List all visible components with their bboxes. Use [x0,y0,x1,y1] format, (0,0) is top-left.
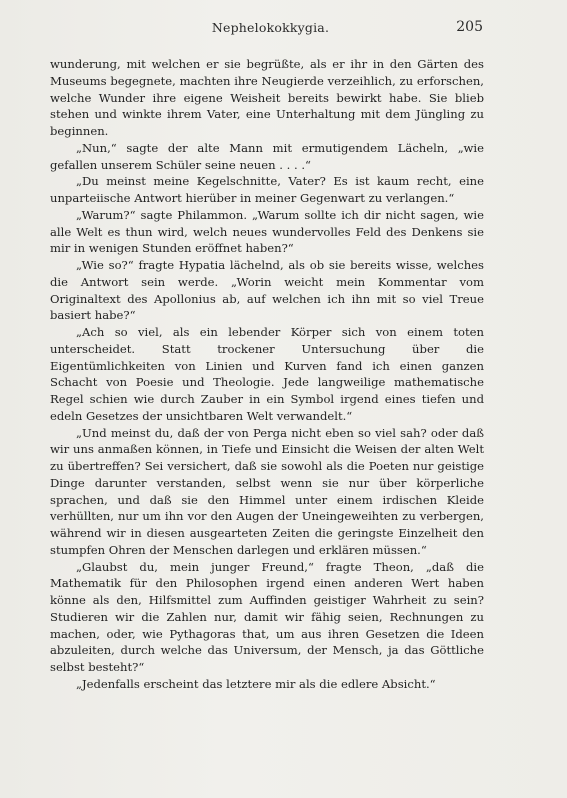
running-title: Nephelokokkygia. [211,20,330,35]
paragraph: „Nun,“ sagte der alte Mann mit ermutigendem Lächeln, „wie gefallen unserem Schüler seine neuen . . . .“ [50,140,484,172]
paragraph: „Warum?“ sagte Philammon. „Warum sollte ich dir nicht sagen, wie alle Welt es thun wird, welch neues wundervolles Feld des Denkens sie mir in wenigen Stunden eröffnet haben?“ [50,207,484,256]
paragraph: wunderung, mit welchen er sie begrüßte, als er ihr in den Gärten des Museums begegnete, machten ihre Neugierde verzeihlich, zu erforschen, welche Wunder ihre eigene Weisheit bereits bewirkt habe. Sie blieb stehen und winkte ihrem Vater, eine Unterhaltung mit dem Jüngling zu beginnen. [50,57,484,138]
paragraph: „Du meinst meine Kegelschnitte, Vater? Es ist kaum recht, eine unparteiische Antwort hierüber in meiner Gegenwart zu verlangen.“ [50,174,484,205]
body-text [50,56,484,693]
page-number: 205 [456,19,483,35]
page-header [58,20,483,38]
paragraph: „Ach so viel, als ein lebender Körper sich von einem toten unterscheidet. Statt trockener Untersuchung über die Eigentümlichkeiten von Linien und Kurven fand ich einen ganzen Schacht von Poesie und Theologie. Jede langweilige mathematische Regel schien wie durch Zauber in ein Symbol irgend eines tiefen und edeln Gesetzes der unsichtbaren Welt verwandelt.“ [50,325,484,423]
paragraph: „Jedenfalls erscheint das letztere mir als die edlere Absicht.“ [76,676,436,691]
paragraph: „Wie so?“ fragte Hypatia lächelnd, als ob sie bereits wisse, welches die Antwort sein werde. „Worin weicht mein Kommentar vom Originaltext des Apollonius ab, auf welchen ich ihn mit so viel Treue basiert habe?“ [50,258,484,323]
paragraph: „Glaubst du, mein junger Freund,“ fragte Theon, „daß die Mathematik für den Philosophen irgend einen anderen Wert haben könne als den, Hilfsmittel zum Auffinden geistiger Wahrheit zu sein? Studieren wir die Zahlen nur, damit wir fähig seien, Rechnungen zu machen, oder, wie Pythagoras that, um aus ihren Gesetzen die Ideen abzuleiten, durch welche das Universum, der Mensch, ja das Göttliche selbst besteht?“ [50,559,484,674]
paragraph: „Und meinst du, daß der von Perga nicht eben so viel sah? oder daß wir uns anmaßen können, in Tiefe und Einsicht die Weisen der alten Welt zu übertreffen? Sei versichert, daß sie sowohl als die Poeten nur geistige Dinge darunter verstanden, selbst wenn sie nur über körperliche sprachen, und daß sie den Himmel unter einem irdischen Kleide verhüllten, nur um ihn vor den Augen der Uneingeweihten zu verbergen, während wir in diesen ausgearteten Zeiten die geringste Einzelheit den stumpfen Ohren der Menschen darlegen und erklären müssen.“ [50,425,484,557]
